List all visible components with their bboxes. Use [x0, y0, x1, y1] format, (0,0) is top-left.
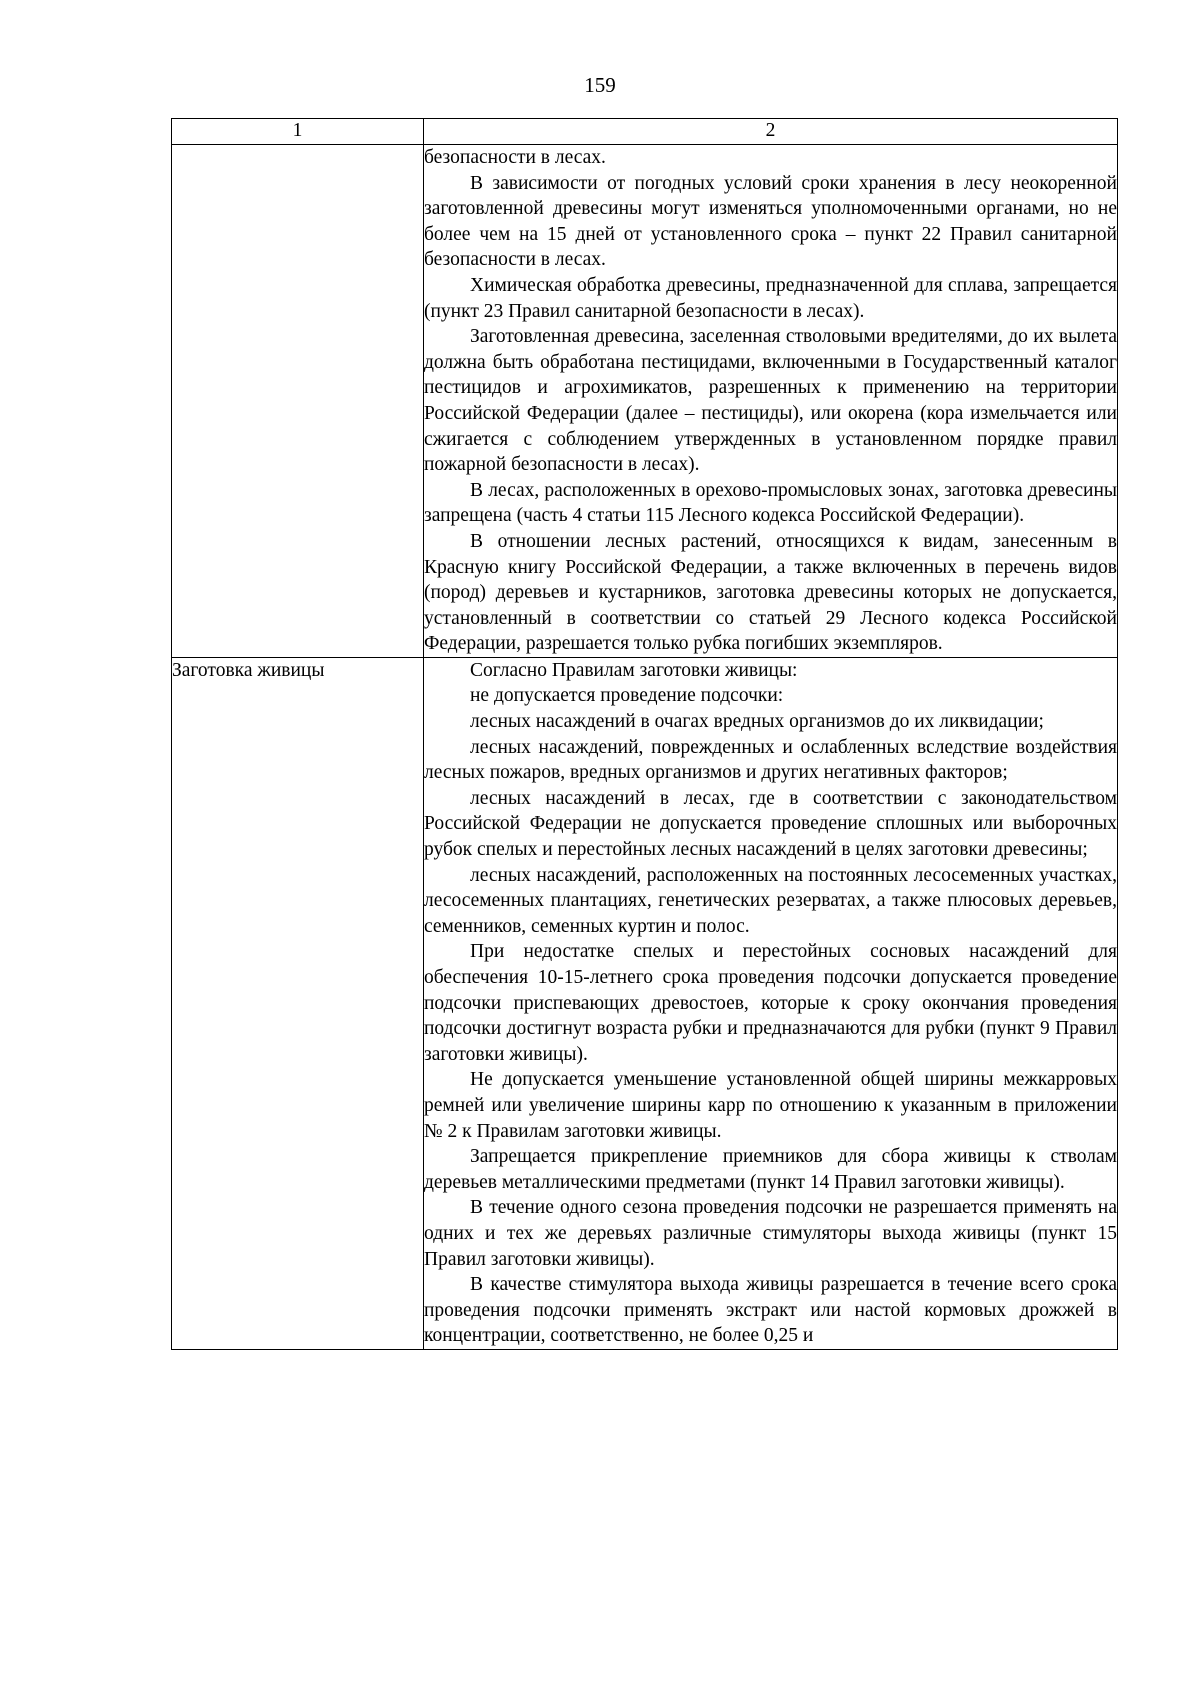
paragraph: При недостатке спелых и перестойных сосновых насаждений для обеспечения 10-15-летнего срока проведения подсочки допускается проведение подсочки приспевающих древостоев, которые к сроку окончания проведения подсочки достигнут возраста рубки и предназначаются для рубки (пункт 9 Правил заготовки живицы).: [424, 941, 1117, 1065]
paragraph: В зависимости от погодных условий сроки хранения в лесу неокоренной заготовленной древесины могут изменяться уполномоченными органами, но не более чем на 15 дней от установленного срока – пункт 22 Правил санитарной безопасности в лесах.: [424, 172, 1117, 271]
row-text: [424, 657, 1118, 1349]
paragraph: Химическая обработка древесины, предназначенной для сплава, запрещается (пункт 23 Правил санитарной безопасности в лесах).: [424, 274, 1117, 322]
paragraph: Запрещается прикрепление приемников для сбора живицы к стволам деревьев металлическими предметами (пункт 14 Правил заготовки живицы).: [424, 1146, 1117, 1193]
paragraph: Заготовленная древесина, заселенная стволовыми вредителями, до их вылета должна быть обработана пестицидами, включенными в Государственный каталог пестицидов и агрохимикатов, разрешенных к применению на территории Российской Федерации (далее – пестициды), или окорена (кора измельчается или сжигается с соблюдением утвержденных в установленном порядке правил пожарной безопасности в лесах).: [424, 326, 1117, 476]
header-cell-1: 1: [172, 119, 424, 145]
paragraph: Согласно Правилам заготовки живицы:: [470, 659, 798, 681]
paragraph: В течение одного сезона проведения подсочки не разрешается применять на одних и тех же деревьях различные стимуляторы выхода живицы (пункт 15 Правил заготовки живицы).: [424, 1197, 1117, 1270]
paragraph: лесных насаждений, поврежденных и ослабленных вследствие воздействия лесных пожаров, вредных организмов и других негативных факторов;: [424, 736, 1117, 784]
paragraph: безопасности в лесах.: [424, 147, 606, 168]
table-header-row: [172, 119, 1118, 145]
paragraph: В качестве стимулятора выхода живицы разрешается в течение всего срока проведения подсочки применять экстракт или настой кормовых дрожжей в концентрации, соответственно, не более 0,25 и: [424, 1274, 1117, 1347]
paragraph: лесных насаждений в очагах вредных организмов до их ликвидации;: [470, 711, 1044, 733]
row-label: Заготовка живицы: [172, 657, 424, 1349]
paragraph: лесных насаждений, расположенных на постоянных лесосеменных участках, лесосеменных плантациях, генетических резерватах, а также плюсовых деревьев, семенников, семенных куртин и полос.: [424, 864, 1117, 937]
table-row: [172, 145, 1118, 658]
paragraph: Не допускается уменьшение установленной общей ширины межкарровых ремней или увеличение ширины карр по отношению к указанным в приложении № 2 к Правилам заготовки живицы.: [424, 1069, 1117, 1142]
paragraph: В отношении лесных растений, относящихся к видам, занесенным в Красную книгу Российской Федерации, а также включенных в перечень видов (пород) деревьев и кустарников, заготовка древесины которых не допускается, установленный в соответствии со статьей 29 Лесного кодекса Российской Федерации, разрешается только рубка погибших экземпляров.: [424, 530, 1117, 655]
paragraph: лесных насаждений в лесах, где в соответствии с законодательством Российской Федерации не допускается проведение сплошных или выборочных рубок спелых и перестойных лесных насаждений в целях заготовки древесины;: [424, 787, 1117, 861]
row-label: [172, 145, 424, 658]
page-number: 159: [584, 73, 616, 97]
header-cell-2: 2: [424, 119, 1118, 145]
paragraph: не допускается проведение подсочки:: [470, 685, 784, 707]
table-row: [172, 657, 1118, 1349]
paragraph: В лесах, расположенных в орехово-промысловых зонах, заготовка древесины запрещена (часть 4 статьи 115 Лесного кодекса Российской Федерации).: [424, 479, 1117, 527]
regulations-table: [171, 118, 1118, 1350]
row-text: [424, 145, 1118, 658]
